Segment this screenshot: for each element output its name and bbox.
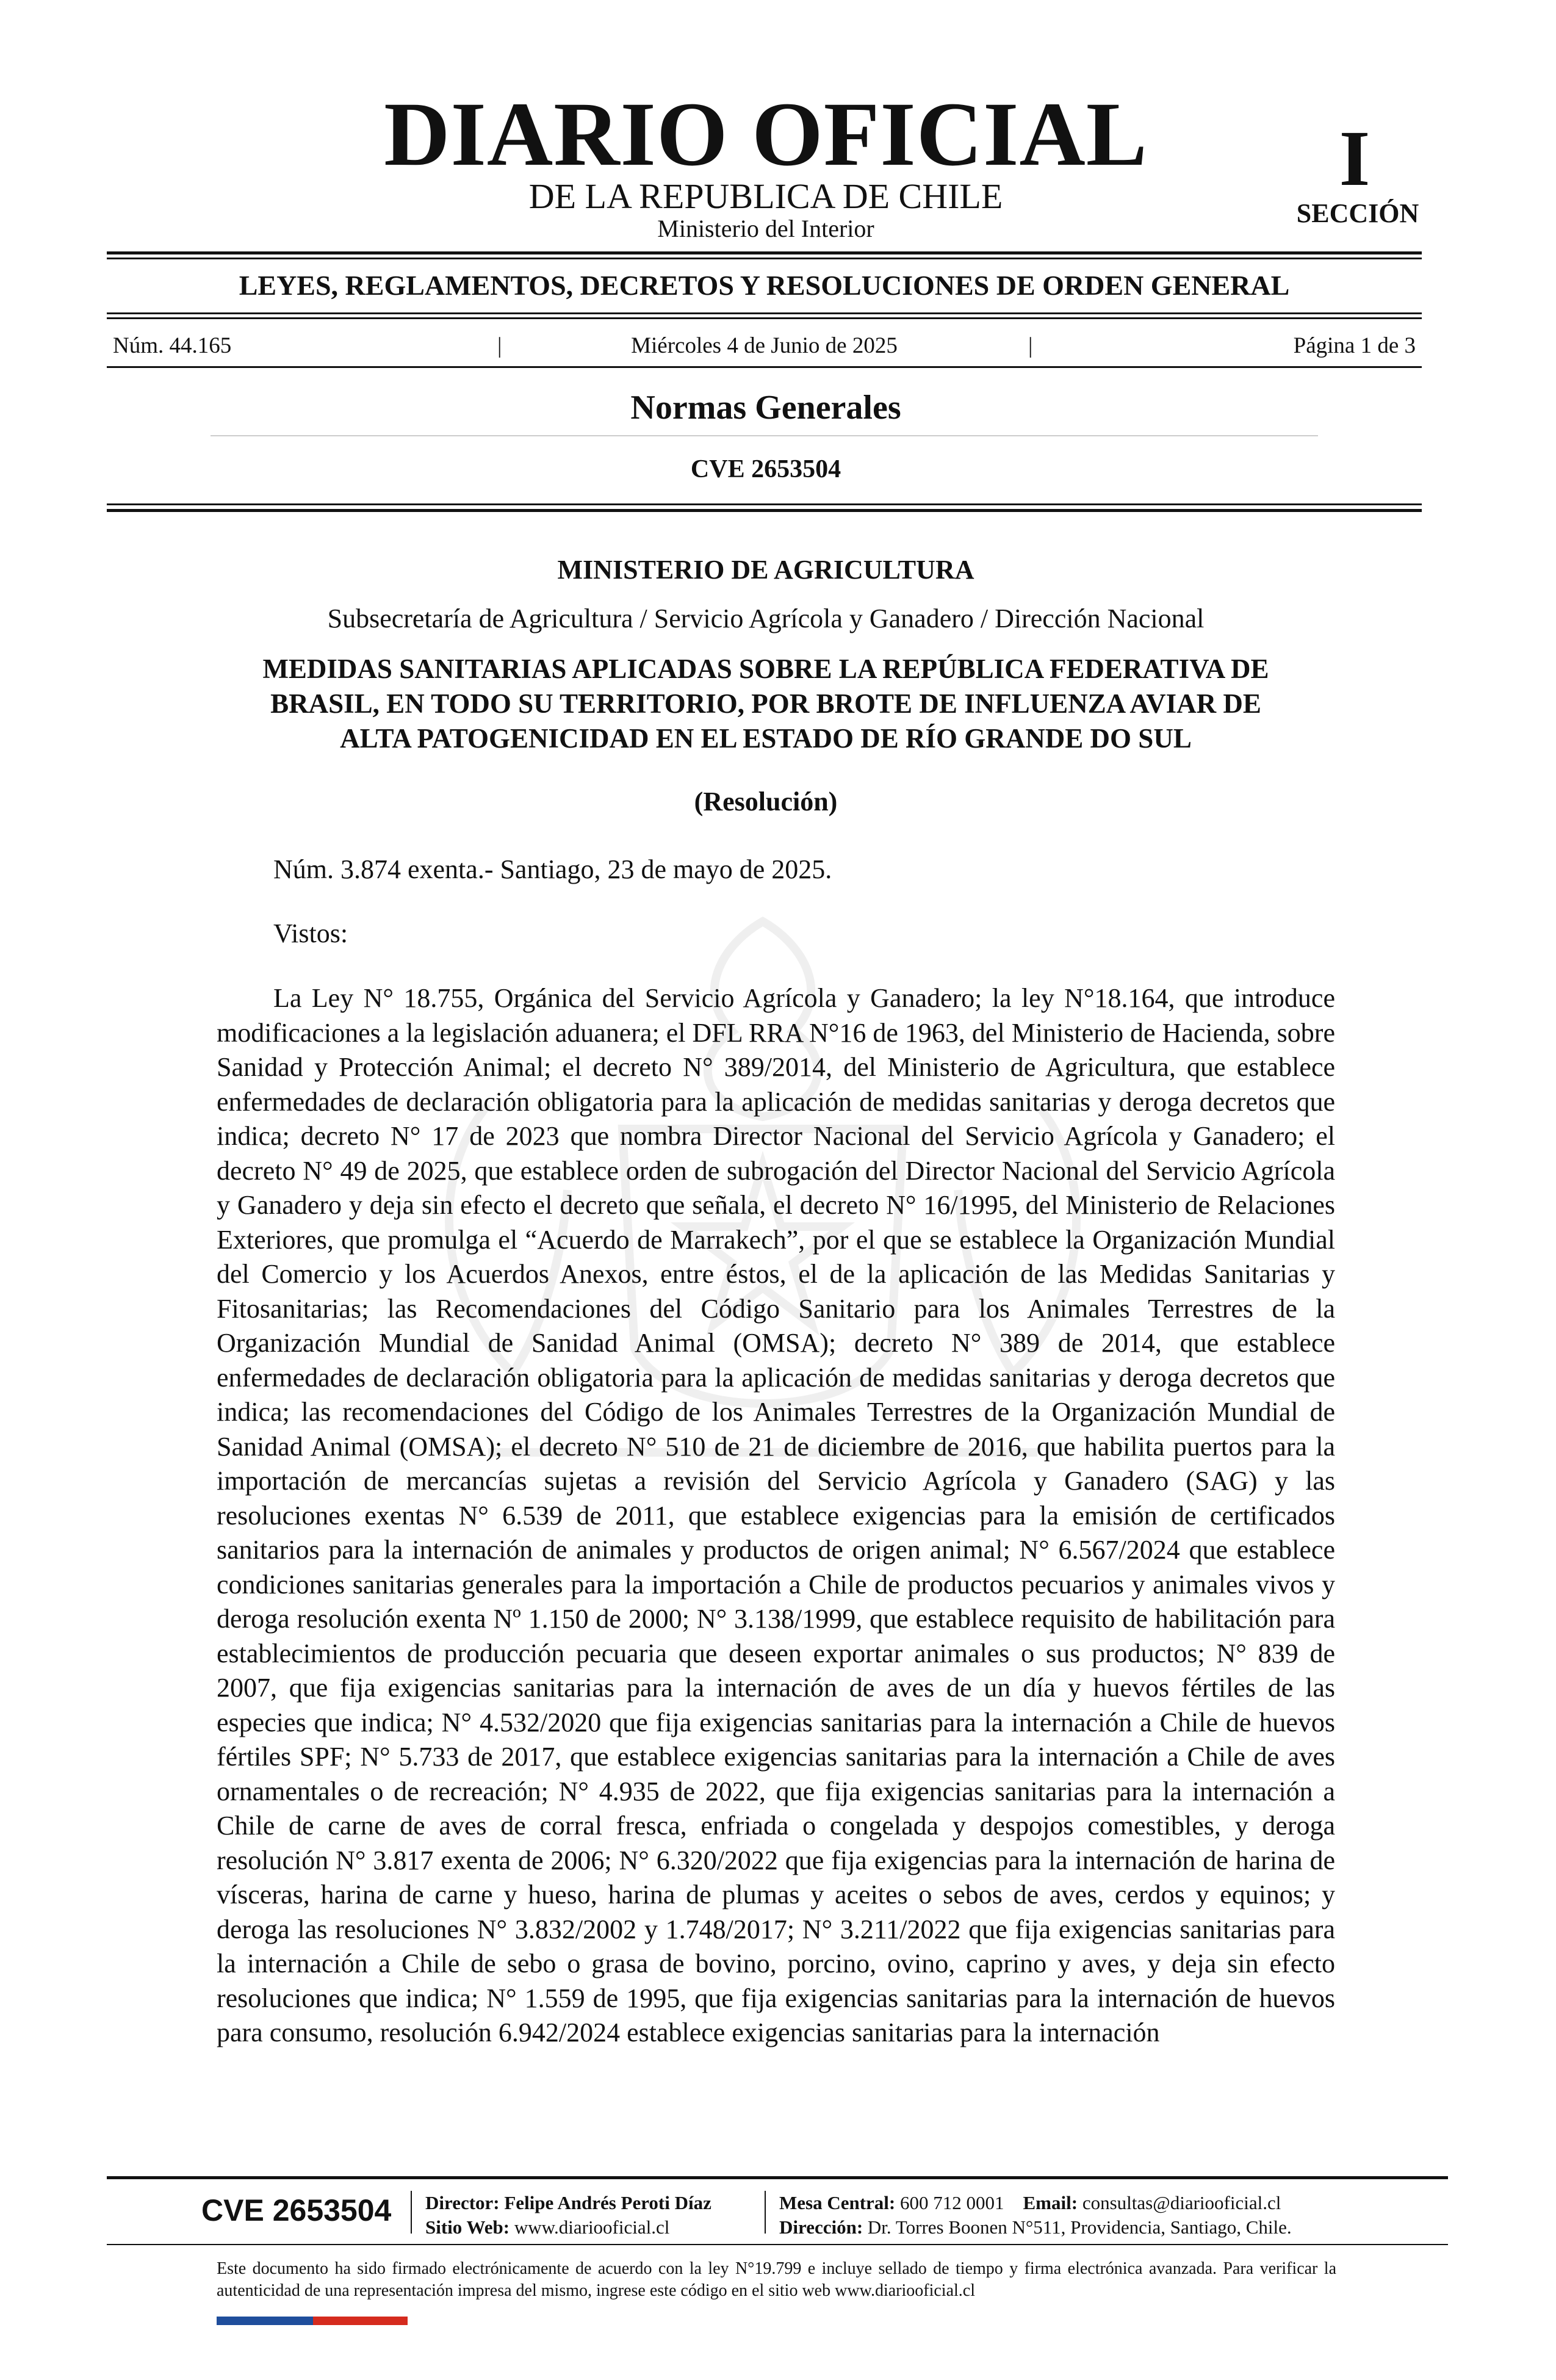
issue-rule <box>107 366 1422 368</box>
resolution-number: Núm. 3.874 exenta.- Santiago, 23 de mayo de 2025. <box>273 854 832 884</box>
email-label: Email: <box>1023 2192 1078 2213</box>
header-rule-bottom <box>107 503 1422 505</box>
footer-cve: CVE 2653504 <box>201 2193 392 2227</box>
flag-stripe-red <box>313 2317 408 2325</box>
footer-rule-top <box>107 2176 1448 2179</box>
section-number: I <box>1339 115 1371 203</box>
footer-separator <box>411 2191 412 2234</box>
publication-band: LEYES, REGLAMENTOS, DECRETOS Y RESOLUCIONES DE ORDEN GENERAL <box>239 270 1290 301</box>
vistos-heading: Vistos: <box>273 918 348 948</box>
newspaper-ministry: Ministerio del Interior <box>657 215 874 242</box>
section-heading: Normas Generales <box>630 389 901 427</box>
issue-separator: | <box>497 333 502 358</box>
newspaper-title: DIARIO OFICIAL <box>384 84 1148 185</box>
document-ministry: MINISTERIO DE AGRICULTURA <box>557 555 974 585</box>
director-name: Felipe Andrés Peroti Díaz <box>504 2192 711 2213</box>
section-heading-rule <box>211 435 1318 436</box>
document-subsecretaria: Subsecretaría de Agricultura / Servicio Agrícola y Ganadero / Dirección Nacional <box>327 604 1205 633</box>
footer-separator <box>765 2191 766 2234</box>
footer-rule-mid <box>107 2244 1448 2245</box>
cve-code: CVE 2653504 <box>690 455 841 483</box>
issue-separator: | <box>1028 333 1033 358</box>
site-label: Sitio Web: <box>425 2216 510 2238</box>
phone-label: Mesa Central: <box>779 2192 896 2213</box>
issue-date: Miércoles 4 de Junio de 2025 <box>631 333 898 358</box>
issue-page: Página 1 de 3 <box>1293 333 1416 358</box>
vistos-body: La Ley N° 18.755, Orgánica del Servicio Agrícola y Ganadero; la ley N°18.164, que introduce modificaciones a la legislación aduanera; el DFL RRA N°16 de 1963, del Ministerio de Hacienda, sobre Sanidad y Protección Animal; el decreto N° 389/2014, del Ministerio de Agricultura, que establece enfermedades de declaración obligatoria para la aplicación de medidas sanitarias y deroga decretos que indica; decreto N° 17 de 2023 que nombra Director Nacional del Servicio Agrícola y Ganadero; el decreto N° 49 de 2025, que establece orden de subrogación del Director Nacional del Servicio Agrícola y Ganadero y deja sin efecto el decreto que señala, el decreto N° 16/1995, del Ministerio de Relaciones Exteriores, que promulga el “Acuerdo de Marrakech”, por el que se establece la Organización Mundial del Comercio y los Acuerdos Anexos, entre éstos, el de la aplicación de las Medidas Sanitarias y Fitosanitarias; las Recomendaciones del Código Sanitario para los Animales Terrestres de la Organización Mundial de Sanidad Animal (OMSA); decreto N° 389 de 2014, que establece enfermedades de declaración obligatoria para la aplicación de medidas sanitarias y deroga decretos que indica; las recomendaciones del Código de los Animales Terrestres de la Organización Mundial de Sanidad Animal (OMSA); el decreto N° 510 de 21 de diciembre de 2016, que habilita puertos para la importación de mercancías sujetas a revisión del Servicio Agrícola y Ganadero (SAG) y las resoluciones exentas N° 6.539 de 2011, que establece exigencias para la emisión de certificados sanitarios para la internación de animales y productos de origen animal; N° 6.567/2024 que establece condiciones sanitarias generales para la importación a Chile de productos pecuarios y animales vivos y deroga resolución exenta Nº 1.150 de 2000; N° 3.138/1999, que establece requisito de habilitación para establecimientos de producción pecuaria que deseen exportar animales o sus productos; N° 839 de 2007, que fija exigencias sanitarias para la internación de aves de un día y huevos fértiles de las especies que indica; N° 4.532/2020 que fija exigencias sanitarias para la internación a Chile de huevos fértiles SPF; N° 5.733 de 2017, que establece exigencias sanitarias para la internación a Chile de aves ornamentales o de recreación; N° 4.935 de 2022, que fija exigencias sanitarias para la internación a Chile de carne de aves de corral fresca, enfriada o congelada y despojos comestibles, y deroga resolución N° 3.817 exenta de 2006; N° 6.320/2022 que fija exigencias para la internación de harina de vísceras, harina de carne y hueso, harina de plumas y aceites o sebos de aves, cerdos y equinos; y deroga las resoluciones N° 3.832/2002 y 1.748/2017; N° 3.211/2022 que fija exigencias sanitarias para la internación a Chile de sebo o grasa de bovino, porcino, ovino, caprino y aves, y deja sin efecto resoluciones que indica; N° 1.559 de 1995, que fija exigencias sanitarias para la internación de huevos para consumo, resolución 6.942/2024 establece exigencias sanitarias para la internación <box>217 983 1335 2047</box>
header-rule-bottom-thick <box>107 509 1422 512</box>
band-rule-top <box>107 312 1422 314</box>
director-label: Director: <box>425 2192 500 2213</box>
footer-contact-block <box>779 2191 1292 2240</box>
masthead-rule-thin <box>107 258 1422 259</box>
newspaper-subtitle: DE LA REPUBLICA DE CHILE <box>528 176 1003 216</box>
footer-director-block <box>425 2191 711 2240</box>
document-title: MEDIDAS SANITARIAS APLICADAS SOBRE LA REPÚBLICA FEDERATIVA DE BRASIL, EN TODO SU TERRITORIO, POR BROTE DE INFLUENZA AVIAR DE ALTA PATOGENICIDAD EN EL ESTADO DE RÍO GRANDE DO SUL <box>262 654 1269 754</box>
issue-number: Núm. 44.165 <box>113 333 232 358</box>
address-text: Dr. Torres Boonen N°511, Providencia, Santiago, Chile. <box>867 2216 1292 2238</box>
band-rule-top-2 <box>107 317 1422 319</box>
site-link[interactable]: www.diariooficial.cl <box>514 2216 670 2238</box>
flag-stripe-blue <box>217 2317 313 2325</box>
footer-disclaimer: Este documento ha sido firmado electrónicamente de acuerdo con la ley N°19.799 e incluye sellado de tiempo y firma electrónica avanzada. Para verificar la autenticidad de una representación impresa del mismo, ingrese este código en el sitio web www.diariooficial.cl <box>217 2259 1336 2300</box>
document-type: (Resolución) <box>694 787 838 817</box>
email-link[interactable]: consultas@diariooficial.cl <box>1082 2192 1281 2213</box>
section-label: SECCIÓN <box>1296 198 1419 228</box>
address-label: Dirección: <box>779 2216 863 2238</box>
masthead-rule-thick <box>107 251 1422 254</box>
phone-number: 600 712 0001 <box>900 2192 1004 2213</box>
